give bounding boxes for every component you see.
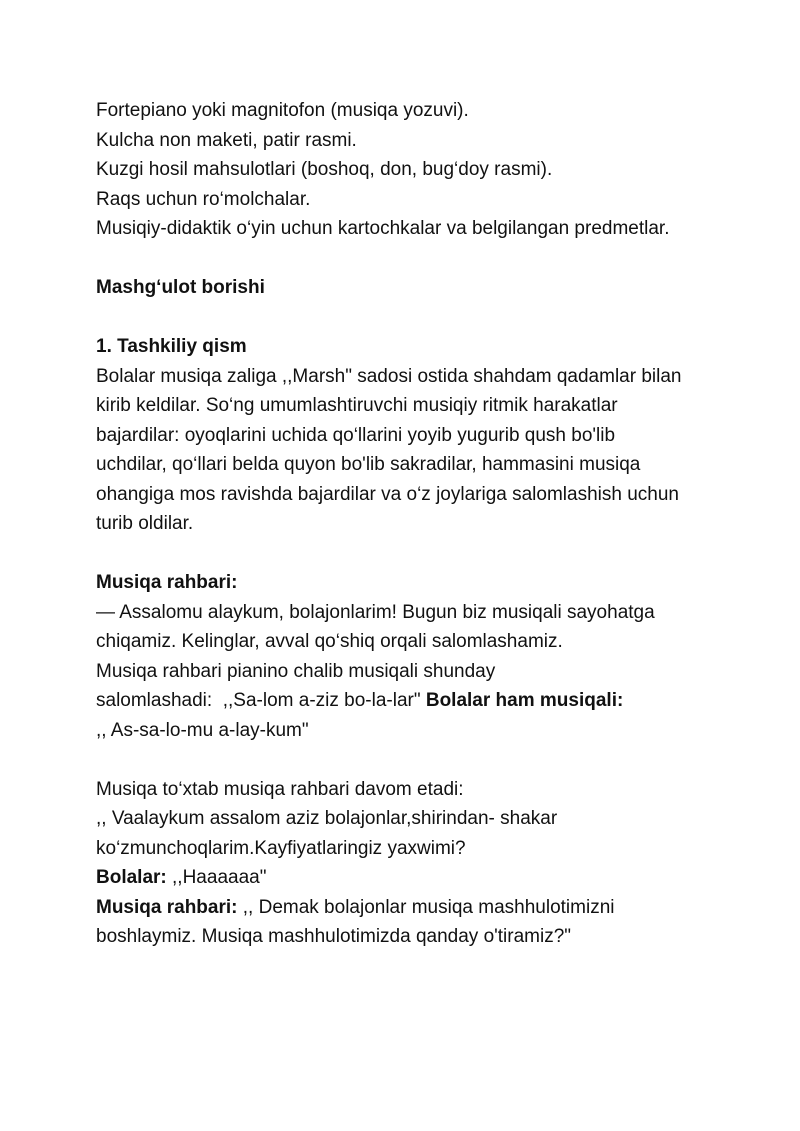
speaker-label: Musiqa rahbari:: [96, 572, 238, 593]
materials-item: Musiqiy-didaktik o‘yin uchun kartochkalar va belgilangan predmetlar.: [96, 218, 670, 239]
dialog-line: boshlaymiz. Musiqa mashhulotimizda qanday o'tiramiz?": [96, 926, 572, 947]
dialog-line: [96, 686, 736, 716]
spacer: [96, 303, 736, 333]
paragraph-line: bajardilar: oyoqlarini uchida qo‘llarini yoyib yugurib qush bo'lib: [96, 424, 616, 446]
dialog-line: — Assalomu alaykum, bolajonlarim! Bugun biz musiqali sayohatga: [96, 601, 655, 623]
materials-item: Kuzgi hosil mahsulotlari (boshoq, don, bug‘doy rasmi).: [96, 159, 553, 180]
dialog-line: Musiqa rahbari pianino chalib musiqali shunday: [96, 660, 496, 682]
dialog-line: chiqamiz. Kelinglar, avval qo‘shiq orqali salomlashamiz.: [96, 631, 563, 652]
spacer: [96, 745, 736, 775]
children-label: Bolalar ham musiqali:: [425, 690, 624, 711]
dialog-line: [96, 893, 736, 923]
paragraph-line: Bolalar musiqa zaliga ,,Marsh" sadosi ostida shahdam qadamlar bilan: [96, 365, 682, 387]
dialog-line: Musiqa to‘xtab musiqa rahbari davom etadi:: [96, 778, 464, 800]
paragraph-line: turib oldilar.: [96, 513, 194, 534]
paragraph-line: ohangiga mos ravishda bajardilar va o‘z joylariga salomlashish uchun: [96, 483, 679, 505]
part1-heading: 1. Tashkiliy qism: [96, 336, 247, 357]
spacer: [96, 244, 736, 274]
dialog-line: ,, Vaalaykum assalom aziz bolajonlar,shirindan- shakar: [96, 808, 558, 829]
materials-list: [96, 96, 736, 244]
paragraph-line: kirib keldilar. So‘ng umumlashtiruvchi musiqiy ritmik harakatlar: [96, 395, 618, 416]
materials-item: Fortepiano yoki magnitofon (musiqa yozuvi).: [96, 100, 469, 121]
children-label: Bolalar:: [96, 867, 167, 888]
document-page: [96, 96, 736, 952]
dialog1-section: [96, 568, 736, 745]
paragraph-line: uchdilar, qo‘llari belda quyon bo'lib sakradilar, hammasini musiqa: [96, 454, 641, 475]
materials-item: Kulcha non maketi, patir rasmi.: [96, 129, 357, 151]
section-title: Mashg‘ulot borishi: [96, 277, 265, 298]
dialog-text: salomlashadi: ,,Sa-lom a-ziz bo-la-lar": [96, 690, 426, 711]
dialog-text: ,,Haaaaaa": [166, 867, 267, 888]
dialog2-section: [96, 775, 736, 952]
spacer: [96, 539, 736, 569]
materials-item: Raqs uchun ro‘molchalar.: [96, 188, 311, 210]
dialog-line: ko‘zmunchoqlarim.Kayfiyatlaringiz yaxwimi?: [96, 837, 466, 859]
dialog-line: [96, 863, 736, 893]
dialog-line: ,, As-sa-lo-mu a-lay-kum": [96, 719, 309, 741]
part1-section: [96, 332, 736, 539]
dialog-text: ,, Demak bolajonlar musiqa mashhulotimizni: [237, 896, 615, 918]
speaker-label: Musiqa rahbari:: [96, 896, 238, 918]
